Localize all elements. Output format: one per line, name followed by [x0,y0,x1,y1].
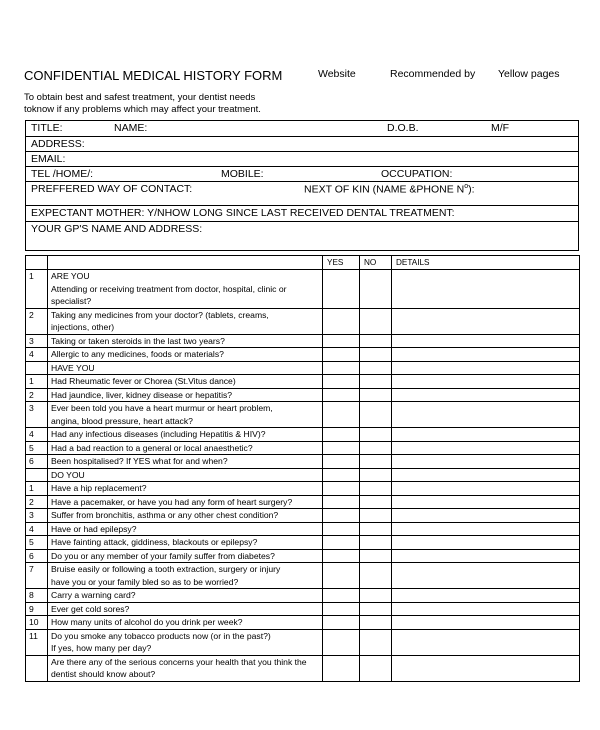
no-cell[interactable] [360,388,392,402]
table-row [26,549,580,563]
details-cell[interactable] [392,655,580,681]
question-text: DO YOU [48,468,323,482]
no-cell[interactable] [360,509,392,523]
yes-cell[interactable] [323,428,360,442]
row-number: 2 [26,495,48,509]
yes-cell[interactable] [323,348,360,362]
details-cell[interactable] [392,549,580,563]
row-number: 6 [26,455,48,469]
no-cell[interactable] [360,441,392,455]
table-row [26,455,580,469]
question-text: Had Rheumatic fever or Chorea (St.Vitus dance) [48,375,323,389]
no-cell[interactable] [360,495,392,509]
no-cell[interactable] [360,589,392,603]
details-cell[interactable] [392,616,580,630]
row-number [26,655,48,681]
details-cell[interactable] [392,602,580,616]
question-text: Have fainting attack, giddiness, blackouts or epilepsy? [48,536,323,550]
question-text: Have a pacemaker, or have you had any form of heart surgery? [48,495,323,509]
contact-row[interactable] [26,182,579,206]
table-row [26,334,580,348]
header-details: DETAILS [392,256,580,270]
details-cell[interactable] [392,563,580,589]
table-row [26,509,580,523]
no-cell[interactable] [360,602,392,616]
mobile-label: MOBILE: [221,168,264,180]
question-text: Had any infectious diseases (including Hepatitis & HIV)? [48,428,323,442]
yes-cell[interactable] [323,495,360,509]
no-cell[interactable] [360,468,392,482]
yes-cell[interactable] [323,563,360,589]
medical-history-table [25,255,580,682]
table-row [26,616,580,630]
details-cell[interactable] [392,629,580,655]
details-cell[interactable] [392,334,580,348]
yes-cell[interactable] [323,334,360,348]
row-number: 2 [26,388,48,402]
address-label: ADDRESS: [31,138,85,150]
yes-cell[interactable] [323,522,360,536]
gp-label: YOUR GP'S NAME AND ADDRESS: [31,223,203,235]
details-cell[interactable] [392,482,580,496]
row-number: 5 [26,441,48,455]
yes-cell[interactable] [323,589,360,603]
table-row [26,388,580,402]
no-cell[interactable] [360,308,392,334]
no-cell[interactable] [360,616,392,630]
header-yes: YES [323,256,360,270]
table-row [26,536,580,550]
dob-label: D.O.B. [387,122,419,134]
question-text: Suffer from bronchitis, asthma or any other chest condition? [48,509,323,523]
table-row [26,361,580,375]
yes-cell[interactable] [323,468,360,482]
row-number: 4 [26,522,48,536]
details-cell[interactable] [392,589,580,603]
question-text: Allergic to any medicines, foods or materials? [48,348,323,362]
details-cell[interactable] [392,361,580,375]
question-text: Had a bad reaction to a general or local anaesthetic? [48,441,323,455]
question-text: Bruise easily or following a tooth extraction, surgery or injury have you or your family bled so as to be worried? [48,563,323,589]
question-text: Do you smoke any tobacco products now (or in the past?) If yes, how many per day? [48,629,323,655]
no-cell[interactable] [360,629,392,655]
row-number [26,468,48,482]
yes-cell[interactable] [323,616,360,630]
yes-cell[interactable] [323,602,360,616]
details-cell[interactable] [392,468,580,482]
details-cell[interactable] [392,428,580,442]
question-text: Taking any medicines from your doctor? (tablets, creams, injections, other) [48,308,323,334]
yes-cell[interactable] [323,549,360,563]
no-cell[interactable] [360,402,392,428]
form-title: CONFIDENTIAL MEDICAL HISTORY FORM [24,68,283,83]
row-number: 3 [26,402,48,428]
table-row [26,522,580,536]
question-text: Have or had epilepsy? [48,522,323,536]
no-cell[interactable] [360,361,392,375]
header-question [48,256,323,270]
yes-cell[interactable] [323,455,360,469]
occupation-label: OCCUPATION: [381,168,453,180]
table-row [26,602,580,616]
table-row [26,482,580,496]
question-text: Ever get cold sores? [48,602,323,616]
yes-cell[interactable] [323,375,360,389]
question-text: HAVE YOU [48,361,323,375]
question-text: Have a hip replacement? [48,482,323,496]
table-row [26,348,580,362]
row-number: 5 [26,536,48,550]
details-cell[interactable] [392,375,580,389]
contact-label: PREFFERED WAY OF CONTACT: [31,183,193,195]
table-header-row [26,256,580,270]
intro-text-line2: toknow if any problems which may affect your treatment. [24,104,261,115]
no-cell[interactable] [360,270,392,309]
next-of-kin-sup: o [464,183,469,190]
table-row [26,589,580,603]
yes-cell[interactable] [323,629,360,655]
no-cell[interactable] [360,563,392,589]
no-cell[interactable] [360,375,392,389]
yes-cell[interactable] [323,308,360,334]
no-cell[interactable] [360,334,392,348]
yes-cell[interactable] [323,361,360,375]
sex-label: M/F [491,122,510,134]
question-text: Carry a warning card? [48,589,323,603]
details-cell[interactable] [392,308,580,334]
table-row [26,495,580,509]
next-of-kin-label [304,183,475,196]
title-label: TITLE: [31,122,63,134]
details-cell[interactable] [392,509,580,523]
no-cell[interactable] [360,455,392,469]
gp-row[interactable] [26,222,579,251]
yes-cell[interactable] [323,388,360,402]
no-cell[interactable] [360,482,392,496]
expectant-row[interactable] [26,206,579,222]
row-number: 2 [26,308,48,334]
row-number: 10 [26,616,48,630]
row-number: 8 [26,589,48,603]
row-number [26,361,48,375]
website-label: Website [318,68,356,80]
yes-cell[interactable] [323,270,360,309]
yes-cell[interactable] [323,482,360,496]
no-cell[interactable] [360,549,392,563]
email-label: EMAIL: [31,153,66,165]
yes-cell[interactable] [323,402,360,428]
table-row [26,270,580,309]
details-cell[interactable] [392,270,580,309]
row-number: 6 [26,549,48,563]
question-text: Taking or taken steroids in the last two years? [48,334,323,348]
expectant-label: EXPECTANT MOTHER: Y/NHOW LONG SINCE LAST RECEIVED DENTAL TREATMENT: [31,207,455,219]
title-name-row[interactable] [26,121,579,137]
no-cell[interactable] [360,348,392,362]
question-text: Had jaundice, liver, kidney disease or hepatitis? [48,388,323,402]
header-no: NO [360,256,392,270]
table-row [26,441,580,455]
details-cell[interactable] [392,455,580,469]
table-row [26,468,580,482]
row-number: 3 [26,509,48,523]
next-of-kin-end: ): [468,183,475,196]
yellow-pages-label: Yellow pages [498,68,560,80]
details-cell[interactable] [392,536,580,550]
details-cell[interactable] [392,402,580,428]
row-number: 11 [26,629,48,655]
no-cell[interactable] [360,522,392,536]
yes-cell[interactable] [323,441,360,455]
tel-home-label: TEL /HOME/: [31,168,94,180]
table-row [26,563,580,589]
question-text: Are there any of the serious concerns your health that you think the dentist should know about? [48,655,323,681]
table-row [26,629,580,655]
row-number: 7 [26,563,48,589]
details-cell[interactable] [392,522,580,536]
yes-cell[interactable] [323,655,360,681]
yes-cell[interactable] [323,536,360,550]
question-text: How many units of alcohol do you drink per week? [48,616,323,630]
table-row [26,308,580,334]
row-number: 4 [26,348,48,362]
details-cell[interactable] [392,495,580,509]
phone-row[interactable] [26,167,579,182]
no-cell[interactable] [360,428,392,442]
no-cell[interactable] [360,655,392,681]
question-text: Ever been told you have a heart murmur or heart problem, angina, blood pressure, heart attack? [48,402,323,428]
address-row[interactable] [26,137,579,152]
next-of-kin-text: NEXT OF KIN (NAME &PHONE N [304,183,465,196]
details-cell[interactable] [392,441,580,455]
no-cell[interactable] [360,536,392,550]
question-text: Been hospitalised? If YES what for and when? [48,455,323,469]
row-number: 3 [26,334,48,348]
row-number: 1 [26,270,48,309]
question-text: ARE YOU Attending or receiving treatment from doctor, hospital, clinic or specialist? [48,270,323,309]
header-num [26,256,48,270]
email-row[interactable] [26,152,579,167]
details-cell[interactable] [392,348,580,362]
intro-text-line1: To obtain best and safest treatment, your dentist needs [24,92,256,103]
personal-info-table [25,120,579,251]
question-text: Do you or any member of your family suffer from diabetes? [48,549,323,563]
row-number: 1 [26,375,48,389]
table-row [26,655,580,681]
row-number: 1 [26,482,48,496]
table-row [26,402,580,428]
details-cell[interactable] [392,388,580,402]
table-row [26,428,580,442]
row-number: 9 [26,602,48,616]
table-row [26,375,580,389]
name-label: NAME: [114,122,148,134]
recommended-by-label: Recommended by [390,68,476,80]
row-number: 4 [26,428,48,442]
yes-cell[interactable] [323,509,360,523]
